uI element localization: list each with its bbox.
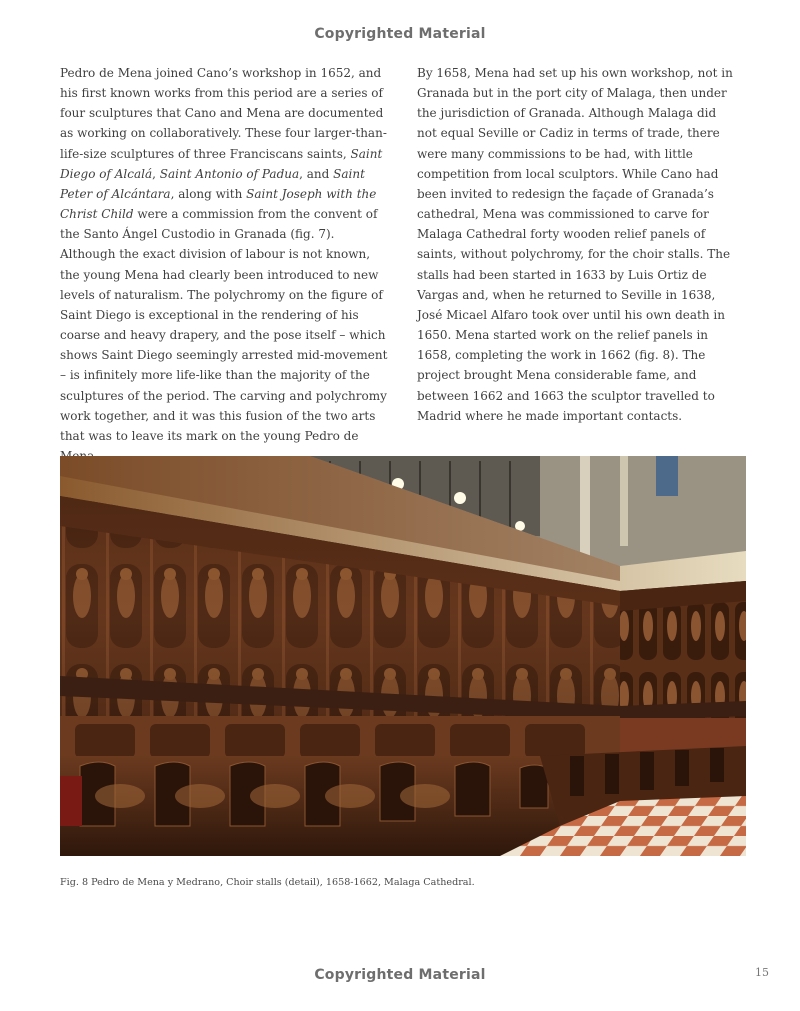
- left-separator-3: , along with: [170, 186, 247, 201]
- left-text-end: were a commission from the convent of the Santo Ángel Custodio in Granada (fig. 7). Although the exact division of labour is not known, the young Mena had clearly been introduced to new levels of naturalism. The polychromy on the figure of Saint Diego is exceptional in the rendering of his coarse and heavy drapery, and the pose itself – which shows Saint Diego seemingly arrested mid-movement – is infinitely more life-like than the majority of the sculptures of the period. The carving and polychromy work together, and it was this fusion of the two arts that was to leave its mark on the young Pedro de: [60, 207, 388, 443]
- italic-title-saint-peter: Saint Peter of Alcántara: [60, 166, 365, 201]
- italic-title-saint-antonio: Saint Antonio of Padua: [159, 166, 300, 181]
- choir-stalls-illustration: [60, 456, 746, 856]
- right-paragraph: By 1658, Mena had set up his own workshop, not in Granada but in the port city of Malaga, then under the jurisdiction of Granada. Although Malaga did not equal Seville or Cadiz in terms of trade, there were many commissions to be had, with little competition from local sculptors. While Cano had been invited to redesign the façade of Granada’s cathedral, Mena was commissioned to carve for Malaga Cathedral forty wooden relief panels of saints, without polychromy, for the choir stalls. The stalls had been started in 1633 by Luis Ortiz de Vargas and, when he returned to Seville in 1638, José Micael Alfaro took over until his own death in 1650. Mena started work on the relief panels in 1658, completing the work in 1662 (fig. 8). The project brought Mena considerable fame, and between 1662 and 1663 the sculptor travelled to Madrid where he made important contacts.: [417, 66, 733, 423]
- figure-caption: Fig. 8 Pedro de Mena y Medrano, Choir stalls (detail), 1658-1662, Malaga Cathedral.: [60, 877, 475, 888]
- body-text-right-column: [417, 63, 737, 426]
- left-text-start: Pedro de Mena joined Cano’s workshop in 1652, and his first known works from this period are a series of four sculptures that Cano and Mena are documented as working on collaboratively. These four larger-than-life-size sculptures of three Franciscans saints,: [60, 66, 387, 161]
- italic-title-saint-joseph: Saint Joseph with the Christ Child: [60, 186, 377, 222]
- copyright-watermark-top: Copyrighted Material: [314, 26, 486, 42]
- choir-stalls-photograph: [60, 456, 746, 856]
- body-text-left-column: [60, 63, 390, 466]
- left-separator-1: ,: [152, 166, 160, 181]
- page-number: 15: [755, 966, 769, 979]
- left-paragraph: [60, 63, 390, 466]
- italic-title-saint-diego: Saint Diego of Alcalá: [60, 146, 383, 181]
- left-separator-2: , and: [299, 166, 334, 181]
- copyright-watermark-bottom: Copyrighted Material: [314, 967, 486, 983]
